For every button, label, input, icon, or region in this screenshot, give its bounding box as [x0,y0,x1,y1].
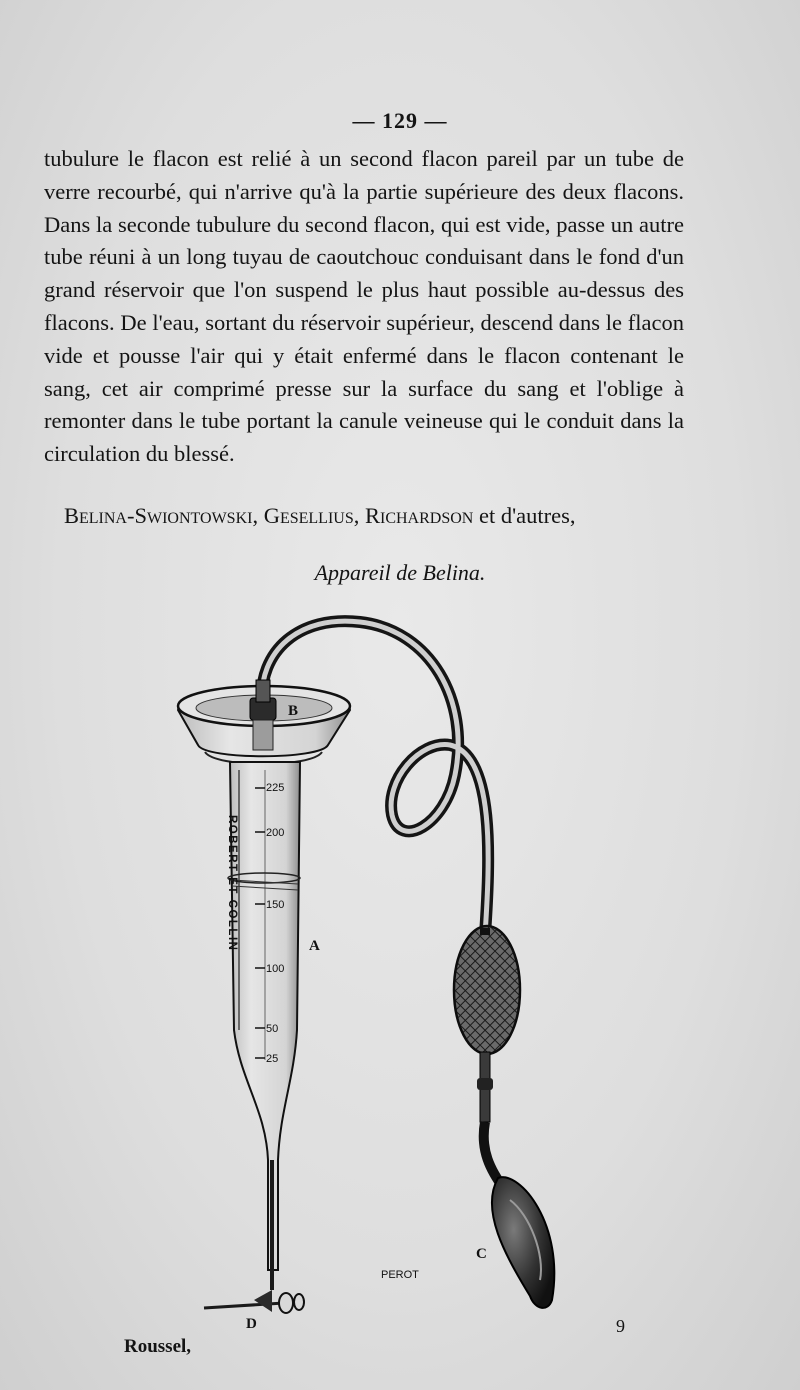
author-names: Belina-Swiontowski, Gesellius, Richardson [64,503,474,528]
signature-mark: 9 [616,1316,625,1336]
graduation-150: 150 [266,899,285,911]
funnel [178,680,350,764]
maker-inscription: ROBERT ET COLLIN [226,815,238,952]
cannula-valve [204,1290,304,1313]
figure-label-d: D [246,1316,257,1332]
pump-assembly [454,926,554,1308]
figure-label-c: C [476,1246,487,1262]
figure-caption: Appareil de Belina. [314,560,486,585]
page-number: — 129 — [352,108,448,133]
graduation-25: 25 [266,1053,279,1065]
printer-signature: Roussel, [124,1336,192,1357]
graduation-50: 50 [266,1023,279,1035]
authors-suffix: et d'autres, [473,503,576,528]
engraver-signature: PEROT [381,1269,419,1281]
graduation-200: 200 [266,827,285,839]
graduation-100: 100 [266,963,285,975]
paragraph-text: tubulure le flacon est relié à un second flacon pareil par un tube de verre recourbé, qui n'arrive qu'à la partie supérieure des deux flacons. Dans la seconde tubulure du second flacon, qui est vide, passe un autre tube réuni à un long tuyau de caoutchouc conduisant dans le fond d'un grand réservoir que l'on suspend le plus haut possible au-dessus des flacons. De l'eau, sortant du réservoir supérieur, descend dans le flacon vide et pousse l'air qui y était enfermé dans le flacon contenant le sang, cet air comprimé presse sur la surface du sang et l'oblige à remonter dans le tube portant la canule veineuse qui le conduit dans la circulation du blessé. [44,146,684,467]
figure-label-b: B [288,703,299,719]
graduation-225: 225 [266,782,285,794]
figure-label-a: A [309,938,320,954]
